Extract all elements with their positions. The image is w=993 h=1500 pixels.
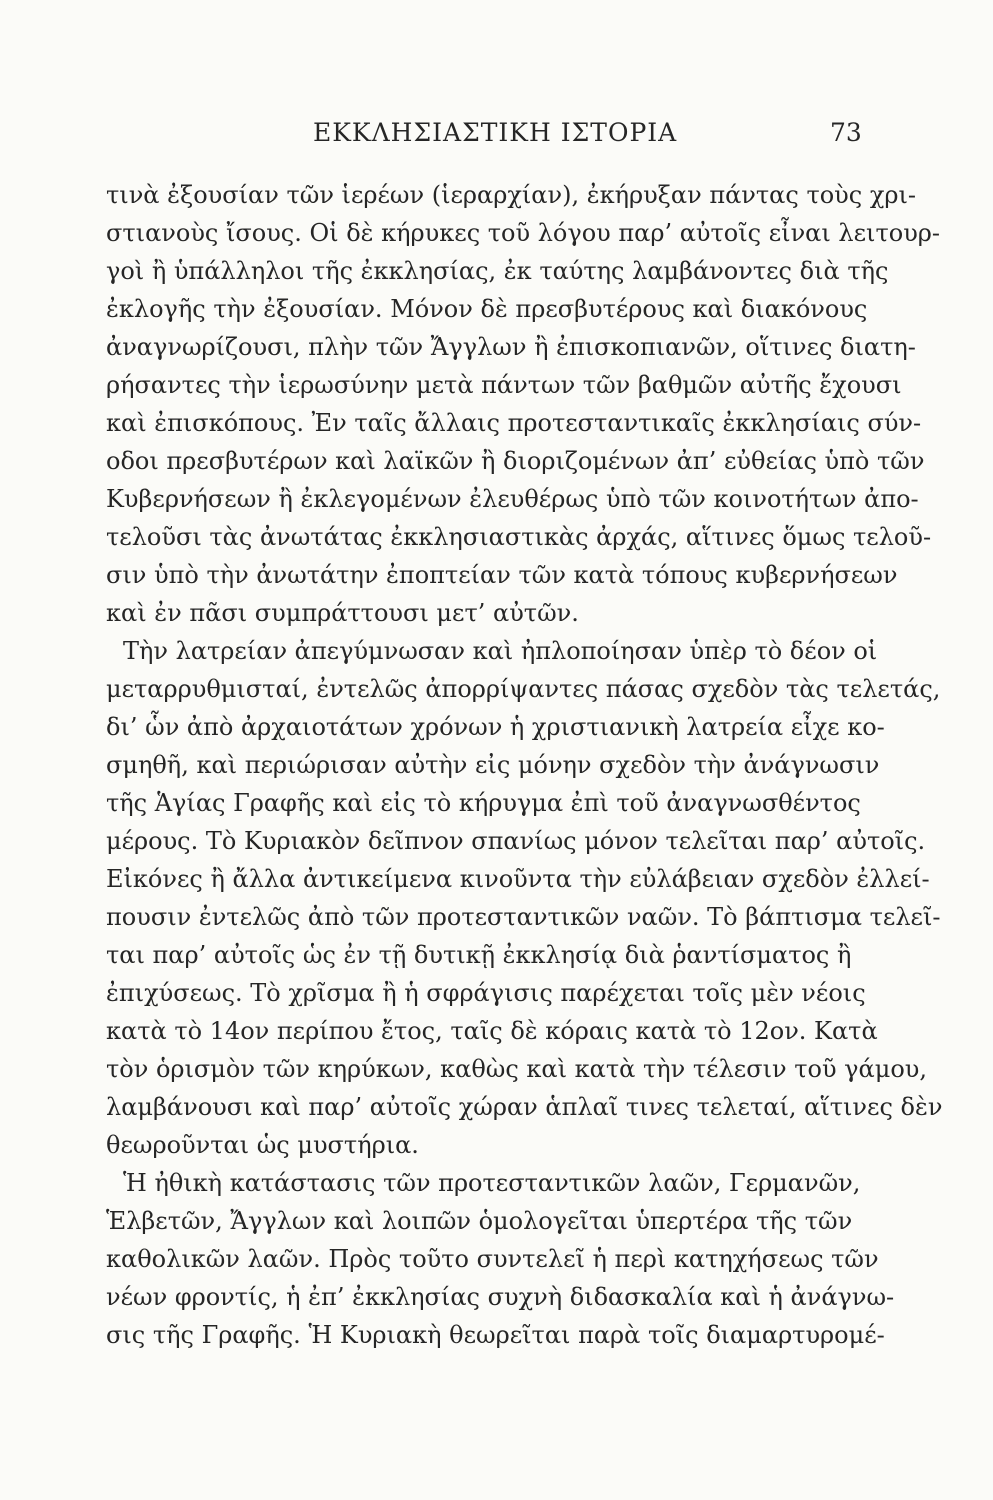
text-line: μεταρρυθμισταί, ἐντελῶς ἀπορρίψαντες πάσας σχεδὸν τὰς τελετάς,: [106, 675, 941, 703]
text-line: καὶ ἐν πᾶσι συμπράττουσι μετ’ αὐτῶν.: [106, 599, 579, 627]
text-line: δι’ ὧν ἀπὸ ἀρχαιοτάτων χρόνων ἡ χριστιανικὴ λατρεία εἶχε κο-: [106, 713, 885, 741]
running-header-title: ΕΚΚΛΗΣΙΑΣΤΙΚΗ ΙΣΤΟΡΙΑ: [313, 118, 678, 147]
text-line: τελοῦσι τὰς ἀνωτάτας ἐκκλησιαστικὰς ἀρχάς, αἵτινες ὅμως τελοῦ-: [106, 523, 932, 551]
text-line: τῆς Ἁγίας Γραφῆς καὶ εἰς τὸ κήρυγμα ἐπὶ τοῦ ἀναγνωσθέντος: [106, 789, 861, 817]
text-line: Κυβερνήσεων ἢ ἐκλεγομένων ἐλευθέρως ὑπὸ τῶν κοινοτήτων ἀπο-: [106, 485, 919, 513]
text-line: καὶ ἐπισκόπους. Ἐν ταῖς ἄλλαις προτεσταντικαῖς ἐκκλησίαις σύν-: [106, 409, 922, 437]
text-line: Ἑλβετῶν, Ἄγγλων καὶ λοιπῶν ὁμολογεῖται ὑπερτέρα τῆς τῶν: [106, 1207, 853, 1235]
text-line: ἐπιχύσεως. Τὸ χρῖσμα ἢ ἡ σφράγισις παρέχεται τοῖς μὲν νέοις: [106, 979, 866, 1007]
text-line: γοὶ ἢ ὑπάλληλοι τῆς ἐκκλησίας, ἐκ ταύτης λαμβάνοντες διὰ τῆς: [106, 257, 889, 285]
text-line: τινὰ ἐξουσίαν τῶν ἱερέων (ἱεραρχίαν), ἐκήρυξαν πάντας τοὺς χρι-: [106, 181, 916, 209]
text-line: ἀναγνωρίζουσι, πλὴν τῶν Ἄγγλων ἢ ἐπισκοπιανῶν, οἵτινες διατη-: [106, 333, 916, 361]
text-line: ται παρ’ αὐτοῖς ὡς ἐν τῇ δυτικῇ ἐκκλησίᾳ διὰ ῥαντίσματος ἢ: [106, 941, 852, 969]
text-line: ἐκλογῆς τὴν ἐξουσίαν. Μόνον δὲ πρεσβυτέρους καὶ διακόνους: [106, 295, 868, 323]
text-line: νέων φροντίς, ἡ ἐπ’ ἐκκλησίας συχνὴ διδασκαλία καὶ ἡ ἀνάγνω-: [106, 1283, 895, 1311]
text-line: καθολικῶν λαῶν. Πρὸς τοῦτο συντελεῖ ἡ περὶ κατηχήσεως τῶν: [106, 1245, 879, 1273]
text-line: σις τῆς Γραφῆς. Ἡ Κυριακὴ θεωρεῖται παρὰ τοῖς διαμαρτυρομέ-: [106, 1321, 885, 1349]
paragraph-start-line: Τὴν λατρείαν ἀπεγύμνωσαν καὶ ἠπλοποίησαν ὑπὲρ τὸ δέον οἱ: [123, 637, 878, 665]
text-line: θεωροῦνται ὡς μυστήρια.: [106, 1131, 419, 1159]
text-line: σμηθῆ, καὶ περιώρισαν αὐτὴν εἰς μόνην σχεδὸν τὴν ἀνάγνωσιν: [106, 751, 880, 779]
text-line: ρήσαντες τὴν ἱερωσύνην μετὰ πάντων τῶν βαθμῶν αὐτῆς ἔχουσι: [106, 371, 902, 399]
text-line: κατὰ τὸ 14ον περίπου ἔτος, ταῖς δὲ κόραις κατὰ τὸ 12ον. Κατὰ: [106, 1017, 878, 1045]
text-line: στιανοὺς ἴσους. Οἱ δὲ κήρυκες τοῦ λόγου παρ’ αὐτοῖς εἶναι λειτουρ-: [106, 219, 940, 247]
text-line: σιν ὑπὸ τὴν ἀνωτάτην ἐποπτείαν τῶν κατὰ τόπους κυβερνήσεων: [106, 561, 898, 589]
page-number: 73: [830, 118, 862, 147]
paragraph-start-line: Ἡ ἠθικὴ κατάστασις τῶν προτεσταντικῶν λαῶν, Γερμανῶν,: [123, 1169, 861, 1197]
text-line: Εἰκόνες ἢ ἄλλα ἀντικείμενα κινοῦντα τὴν εὐλάβειαν σχεδὸν ἐλλεί-: [106, 865, 930, 893]
text-line: τὸν ὁρισμὸν τῶν κηρύκων, καθὼς καὶ κατὰ τὴν τέλεσιν τοῦ γάμου,: [106, 1055, 927, 1083]
text-line: λαμβάνουσι καὶ παρ’ αὐτοῖς χώραν ἁπλαῖ τινες τελεταί, αἵτινες δὲν: [106, 1093, 943, 1121]
text-line: οδοι πρεσβυτέρων καὶ λαϊκῶν ἢ διοριζομένων ἀπ’ εὐθείας ὑπὸ τῶν: [106, 447, 925, 475]
text-line: μέρους. Τὸ Κυριακὸν δεῖπνον σπανίως μόνον τελεῖται παρ’ αὐτοῖς.: [106, 827, 926, 855]
text-line: πουσιν ἐντελῶς ἀπὸ τῶν προτεσταντικῶν ναῶν. Τὸ βάπτισμα τελεῖ-: [106, 903, 941, 931]
